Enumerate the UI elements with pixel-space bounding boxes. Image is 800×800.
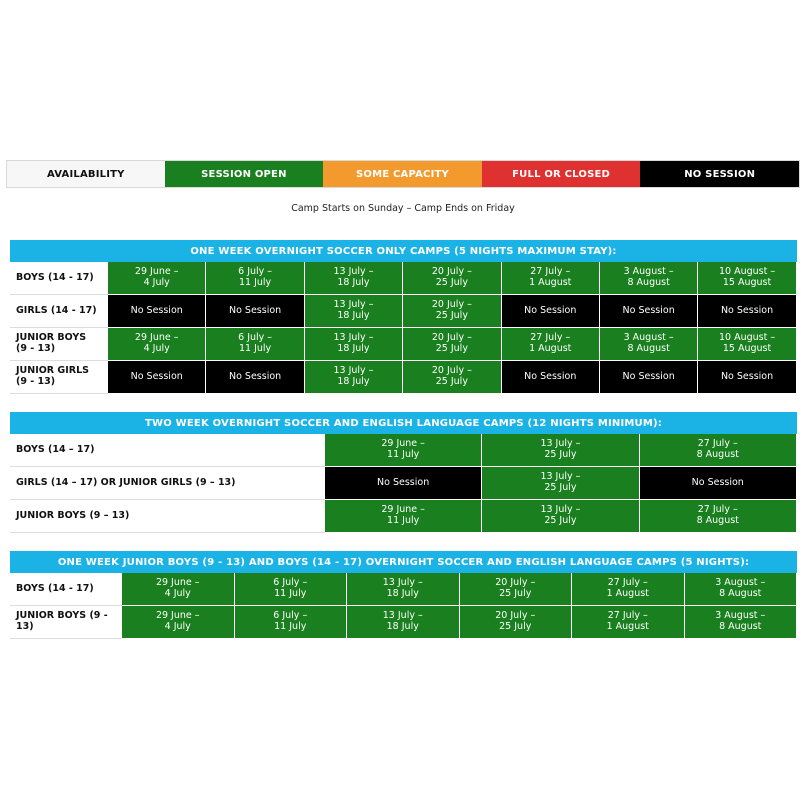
session-date-cell: 13 July – 25 July (482, 467, 639, 500)
legend-session-open: SESSION OPEN (165, 161, 324, 187)
session-date-cell: 3 August – 8 August (685, 573, 798, 606)
row-label: JUNIOR BOYS (9 - 13) (10, 606, 122, 639)
session-date-cell: 13 July – 18 July (347, 573, 460, 606)
row-label: BOYS (14 - 17) (10, 262, 108, 295)
session-date-cell: 29 June – 11 July (325, 500, 482, 533)
session-date-cell: 6 July – 11 July (235, 573, 348, 606)
no-session-cell: No Session (502, 361, 600, 394)
session-date-cell: 27 July – 8 August (640, 434, 797, 467)
row-label: GIRLS (14 - 17) (10, 295, 108, 328)
session-date-cell: 13 July – 18 July (305, 328, 403, 361)
schedule-table (10, 262, 797, 394)
no-session-cell: No Session (600, 361, 698, 394)
no-session-cell: No Session (108, 295, 206, 328)
session-date-cell: 29 June – 4 July (122, 573, 235, 606)
session-date-cell: 13 July – 18 July (347, 606, 460, 639)
session-date-cell: 13 July – 18 July (305, 262, 403, 295)
session-date-cell: 27 July – 1 August (502, 262, 600, 295)
no-session-cell: No Session (698, 295, 796, 328)
section-title: TWO WEEK OVERNIGHT SOCCER AND ENGLISH LANGUAGE CAMPS (12 NIGHTS MINIMUM): (10, 412, 797, 434)
row-label: GIRLS (14 – 17) OR JUNIOR GIRLS (9 – 13) (10, 467, 325, 500)
schedule-table (10, 573, 797, 639)
session-date-cell: 6 July – 11 July (206, 262, 304, 295)
row-label: JUNIOR GIRLS (9 - 13) (10, 361, 108, 394)
session-date-cell: 27 July – 8 August (640, 500, 797, 533)
section-one-week-junior-boys-english (10, 551, 797, 639)
session-date-cell: 13 July – 18 July (305, 295, 403, 328)
session-date-cell: 20 July – 25 July (460, 606, 573, 639)
session-date-cell: 20 July – 25 July (403, 295, 501, 328)
schedule-table (10, 434, 797, 533)
session-date-cell: 6 July – 11 July (206, 328, 304, 361)
session-date-cell: 10 August – 15 August (698, 262, 796, 295)
session-date-cell: 27 July – 1 August (572, 606, 685, 639)
availability-legend (6, 160, 800, 188)
section-one-week-soccer-only (10, 240, 797, 394)
no-session-cell: No Session (206, 361, 304, 394)
legend-full-or-closed: FULL OR CLOSED (482, 161, 641, 187)
section-two-week-soccer-english (10, 412, 797, 533)
section-title: ONE WEEK JUNIOR BOYS (9 - 13) AND BOYS (14 - 17) OVERNIGHT SOCCER AND ENGLISH LANGUAGE CAMPS (5 NIGHTS): (10, 551, 797, 573)
no-session-cell: No Session (502, 295, 600, 328)
row-label: BOYS (14 - 17) (10, 573, 122, 606)
no-session-cell: No Session (698, 361, 796, 394)
no-session-cell: No Session (600, 295, 698, 328)
row-label: JUNIOR BOYS (9 - 13) (10, 328, 108, 361)
row-label: BOYS (14 – 17) (10, 434, 325, 467)
session-date-cell: 3 August – 8 August (600, 262, 698, 295)
session-date-cell: 20 July – 25 July (403, 262, 501, 295)
session-date-cell: 20 July – 25 July (403, 361, 501, 394)
session-date-cell: 29 June – 11 July (325, 434, 482, 467)
session-date-cell: 13 July – 25 July (482, 500, 639, 533)
no-session-cell: No Session (206, 295, 304, 328)
session-date-cell: 20 July – 25 July (403, 328, 501, 361)
session-date-cell: 13 July – 18 July (305, 361, 403, 394)
session-date-cell: 27 July – 1 August (572, 573, 685, 606)
legend-no-session: NO SESSION (640, 161, 799, 187)
session-date-cell: 6 July – 11 July (235, 606, 348, 639)
session-date-cell: 10 August – 15 August (698, 328, 796, 361)
session-date-cell: 27 July – 1 August (502, 328, 600, 361)
session-date-cell: 3 August – 8 August (600, 328, 698, 361)
session-date-cell: 29 June – 4 July (108, 262, 206, 295)
row-label: JUNIOR BOYS (9 – 13) (10, 500, 325, 533)
no-session-cell: No Session (108, 361, 206, 394)
camp-schedule-note: Camp Starts on Sunday – Camp Ends on Friday (291, 203, 515, 214)
no-session-cell: No Session (325, 467, 482, 500)
legend-availability: AVAILABILITY (7, 161, 165, 187)
session-date-cell: 29 June – 4 July (108, 328, 206, 361)
session-date-cell: 20 July – 25 July (460, 573, 573, 606)
legend-some-capacity: SOME CAPACITY (323, 161, 482, 187)
section-title: ONE WEEK OVERNIGHT SOCCER ONLY CAMPS (5 NIGHTS MAXIMUM STAY): (10, 240, 797, 262)
session-date-cell: 13 July – 25 July (482, 434, 639, 467)
no-session-cell: No Session (640, 467, 797, 500)
session-date-cell: 3 August – 8 August (685, 606, 798, 639)
session-date-cell: 29 June – 4 July (122, 606, 235, 639)
